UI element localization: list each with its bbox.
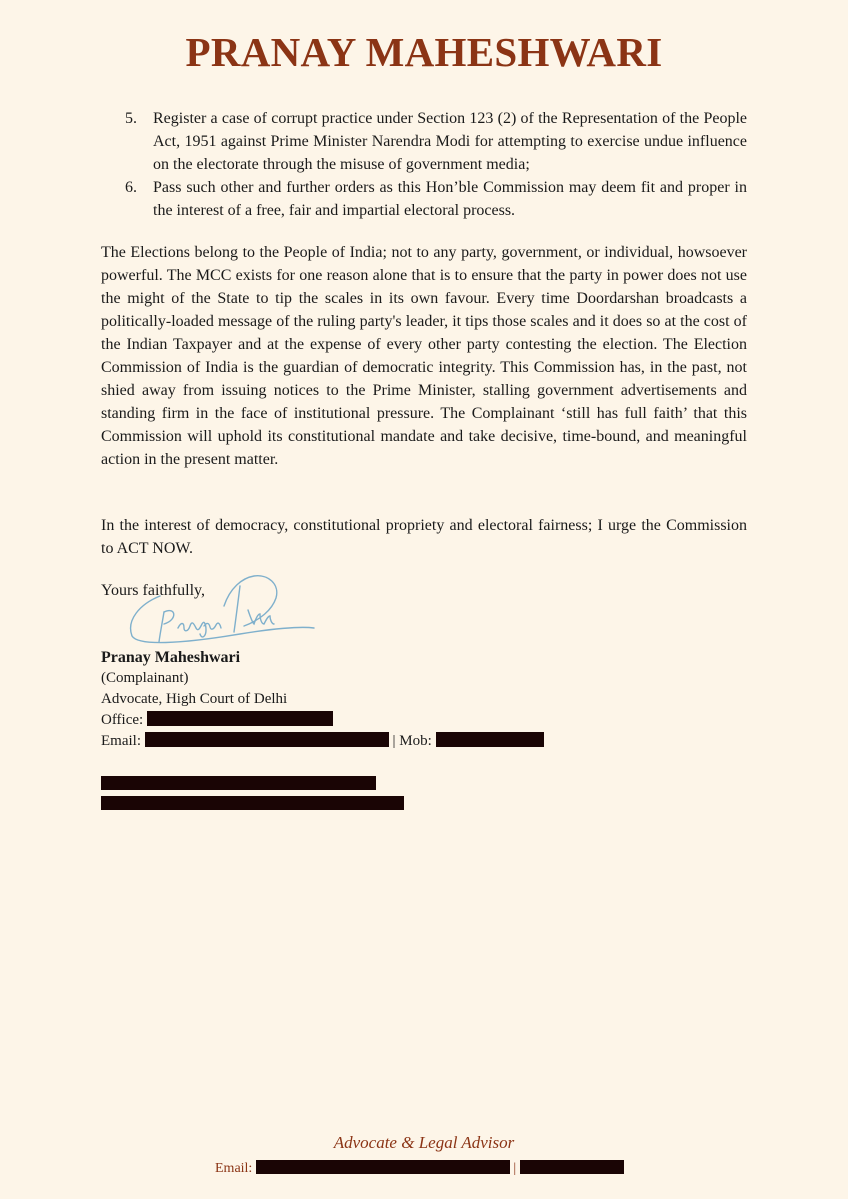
signatory-title: Advocate, High Court of Delhi <box>101 691 288 707</box>
redacted-line <box>101 776 376 790</box>
body-paragraph: The Elections belong to the People of India; not to any party, government, or individual, howsoever powerful. The MCC exists for one reason alone that is to ensure that the party in power does not use the might of the State to tip the scales in its own favour. Every time Doordarshan broadcasts a politically-loaded message of the ruling party's leader, it tips those scales and it does so at the cost of the Indian Taxpayer and at the expense of every other party contesting the election. The Election Commission of India is the guardian of democratic integrity. This Commission has, in the past, not shied away from issuing notices to the Prime Minister, stalling government advertisements and standing firm in the face of institutional pressure. The Complainant ‘still has full faith’ that this Commission will uphold its constitutional mandate and take decisive, time-bound, and meaningful action in the present matter. <box>101 244 747 468</box>
signature-block <box>101 647 544 752</box>
separator: | <box>392 733 396 749</box>
footer-role: Advocate & Legal Advisor <box>333 1133 515 1152</box>
redacted-mobile <box>436 732 544 747</box>
body-paragraph: In the interest of democracy, constitutional propriety and electoral fairness; I urge the Commission to ACT NOW. <box>101 517 747 557</box>
closing-salutation: Yours faithfully, <box>101 582 206 599</box>
redacted-office-address <box>147 711 333 726</box>
redacted-line <box>101 796 404 810</box>
office-label: Office: <box>101 712 144 728</box>
list-item-text: Pass such other and further orders as this Hon’ble Commission may deem fit and proper in the interest of a free, fair and impartial electoral process. <box>153 179 747 219</box>
relief-list <box>125 107 747 222</box>
handwritten-signature <box>120 568 320 648</box>
list-item-number: 5. <box>125 110 137 127</box>
redacted-footer-contact <box>520 1160 624 1174</box>
office-line <box>101 710 544 731</box>
redacted-email <box>145 732 389 747</box>
footer-email-label: Email: <box>215 1161 253 1176</box>
list-item-text: Register a case of corrupt practice under Section 123 (2) of the Representation of the People Act, 1951 against Prime Minister Narendra Modi for attempting to exercise undue influence on the electorate through the misuse of government media; <box>153 110 747 173</box>
footer-contact <box>215 1160 624 1177</box>
list-item-number: 6. <box>125 179 137 196</box>
footer-separator: | <box>513 1161 517 1176</box>
letterhead-name: PRANAY MAHESHWARI <box>185 29 663 75</box>
list-item <box>125 107 747 176</box>
email-label: Email: <box>101 733 141 749</box>
signatory-name: Pranay Maheshwari <box>101 649 241 666</box>
contact-line <box>101 731 544 752</box>
signatory-role: (Complainant) <box>101 670 189 686</box>
list-item <box>125 176 747 222</box>
redacted-footer-email <box>256 1160 510 1174</box>
mob-label: Mob: <box>399 733 432 749</box>
